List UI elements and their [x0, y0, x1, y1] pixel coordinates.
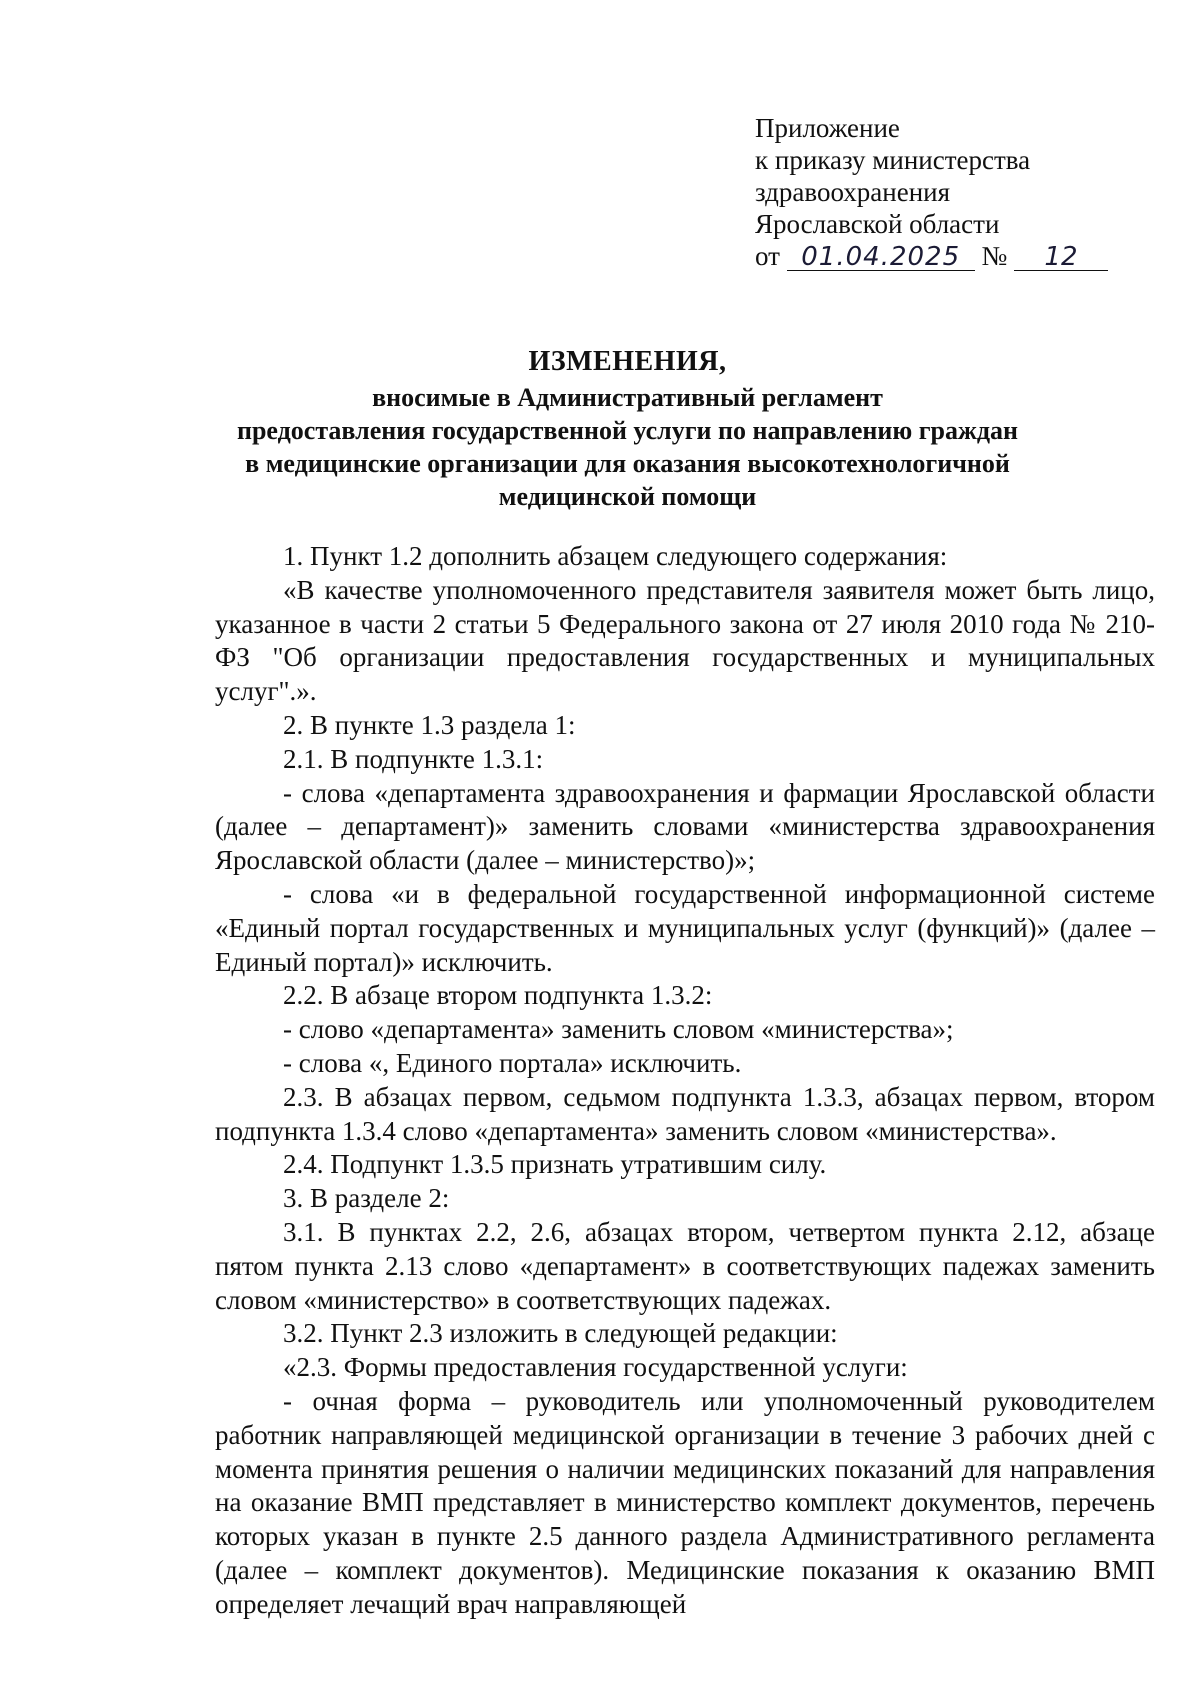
paragraph: - слова «, Единого портала» исключить.: [283, 1047, 742, 1078]
title-line: медицинской помощи: [498, 482, 757, 511]
title-line: вносимые в Административный регламент: [372, 383, 883, 412]
appendix-line: Приложение: [755, 113, 900, 143]
paragraph: 3.2. Пункт 2.3 изложить в следующей редакции:: [283, 1318, 838, 1349]
document-body: [215, 540, 1155, 1622]
paragraph: - слова «и в федеральной государственной информационной системе «Единый портал государственных и муниципальных услуг (функций)» (далее – Единый портал)» исключить.: [215, 878, 1155, 977]
paragraph: 2. В пункте 1.3 раздела 1:: [283, 709, 576, 740]
title-line: в медицинские организации для оказания высокотехнологичной: [245, 449, 1010, 478]
appendix-line: Ярославской области: [755, 209, 1000, 239]
appendix-line: к приказу министерства: [755, 145, 1031, 175]
title-main: ИЗМЕНЕНИЯ,: [528, 346, 727, 377]
number-sign: №: [981, 241, 1008, 271]
paragraph: 2.4. Подпункт 1.3.5 признать утратившим силу.: [283, 1149, 827, 1180]
order-reference-line: [755, 240, 1108, 272]
paragraph: - слова «департамента здравоохранения и фармации Ярославской области (далее – департамент)» заменить словами «министерства здравоохранения Ярославской области (далее – министерство)»;: [215, 777, 1155, 876]
paragraph: 3.1. В пунктах 2.2, 2.6, абзацах втором, четвертом пункта 2.12, абзаце пятом пункта 2.13 слово «департамент» в соответствующих падежах заменить словом «министерство» в соответствующих падежах.: [215, 1216, 1155, 1315]
order-number-handwritten: 12: [1014, 244, 1108, 271]
paragraph: 2.1. В подпункте 1.3.1:: [283, 743, 544, 774]
document-title: [210, 345, 1045, 513]
paragraph: «2.3. Формы предоставления государственной услуги:: [283, 1352, 908, 1383]
order-date-handwritten: 01.04.2025: [787, 244, 975, 271]
order-prefix: от: [755, 241, 780, 271]
appendix-header: [755, 112, 1108, 272]
paragraph: «В качестве уполномоченного представителя заявителя может быть лицо, указанное в части 2 статьи 5 Федерального закона от 27 июля 2010 года № 210-ФЗ "Об организации предоставления государственных и муниципальных услуг".».: [215, 574, 1155, 707]
paragraph: 2.2. В абзаце втором подпункта 1.3.2:: [283, 980, 713, 1011]
paragraph: 2.3. В абзацах первом, седьмом подпункта 1.3.3, абзацах первом, втором подпункта 1.3.4 слово «департамента» заменить словом «министерства».: [215, 1081, 1155, 1146]
paragraph: 1. Пункт 1.2 дополнить абзацем следующего содержания:: [283, 541, 948, 571]
paragraph: 3. В разделе 2:: [283, 1183, 450, 1214]
paragraph: - очная форма – руководитель или уполномоченный руководителем работник направляющей медицинской организации в течение 3 рабочих дней с момента принятия решения о наличии медицинских показаний для направления на оказание ВМП представляет в министерство комплект документов, перечень которых указан в пункте 2.5 данного раздела Административного регламента (далее – комплект документов). Медицинские показания к оказанию ВМП определяет лечащий врач направляющей: [215, 1385, 1155, 1619]
title-line: предоставления государственной услуги по направлению граждан: [236, 416, 1018, 445]
paragraph: - слово «департамента» заменить словом «министерства»;: [283, 1014, 954, 1045]
appendix-line: здравоохранения: [755, 177, 951, 207]
